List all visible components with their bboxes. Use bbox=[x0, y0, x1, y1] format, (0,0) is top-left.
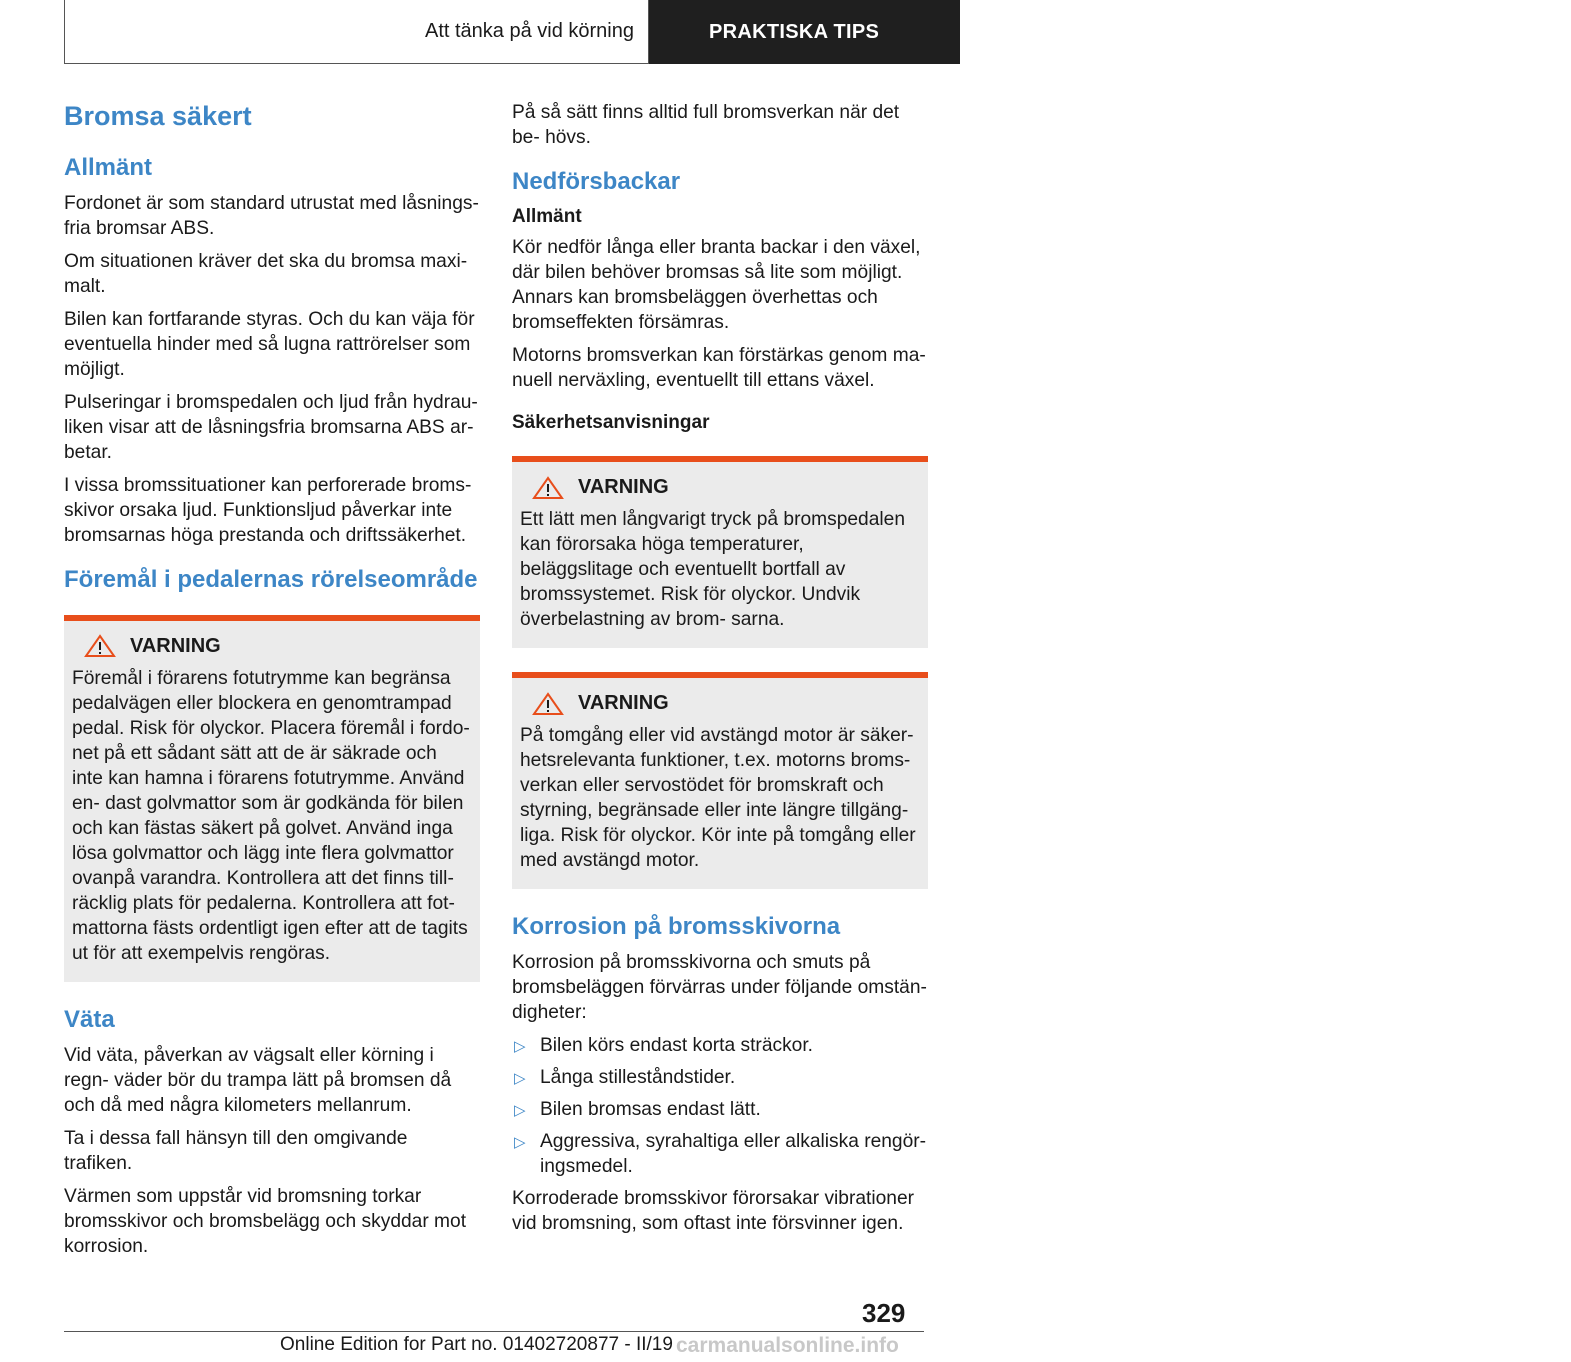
warning-label: VARNING bbox=[578, 476, 669, 499]
paragraph: Bilen kan fortfarande styras. Och du kan väja för eventuella hinder med så lugna rattrörelser som möjligt. bbox=[64, 309, 475, 381]
section-heading-nedfors: Nedförsbackar bbox=[512, 168, 681, 195]
warning-label: VARNING bbox=[578, 692, 669, 715]
warning-text: Föremål i förarens fotutrymme kan begränsa pedalvägen eller blockera en genomtrampad pedal. Risk för olyckor. Placera föremål i fordo‐ net på ett sådant sätt att de är säkrade och inte kan hamna i förarens fotutrymme. Använd en‐ dast golvmattor som är godkända för bilen och kan fästas säkert på golvet. Använd inga lösa golvmattor och lägg inte flera golvmattor ovanpå varandra. Kontrollera att det finns till‐ räcklig plats för pedalerna. Kontrollera att fot‐ mattorna fästs ordentligt igen efter att de tagits ut för att exempelvis rengöras. bbox=[72, 667, 470, 964]
paragraph: Motorns bromsverkan kan förstärkas genom ma‐ nuell nerväxling, eventuellt till ettans växel. bbox=[512, 345, 926, 392]
bullet-triangle-icon: ▷ bbox=[514, 1133, 526, 1151]
paragraph: Pulseringar i bromspedalen och ljud från hydrau‐ liken visar att de låsningsfria bromsarna ABS ar‐ betar. bbox=[64, 392, 478, 464]
paragraph: Korroderade bromsskivor förorsakar vibrationer vid bromsning, som oftast inte försvinner igen. bbox=[512, 1187, 915, 1234]
warning-triangle-icon bbox=[532, 477, 564, 499]
list-item bbox=[512, 1129, 928, 1179]
left-column bbox=[64, 100, 480, 1267]
site-watermark: carmanualsonline.info bbox=[676, 1334, 899, 1357]
chapter-title: Att tänka på vid körning bbox=[424, 20, 634, 42]
page-title: Bromsa säkert bbox=[64, 101, 252, 131]
section-heading-foremal: Föremål i pedalernas rörelseområde bbox=[64, 566, 478, 594]
list-item bbox=[512, 1065, 928, 1090]
section-tab[interactable] bbox=[649, 0, 1561, 64]
paragraph: I vissa bromssituationer kan perforerade broms‐ skivor orsaka ljud. Funktionsljud påverkar inte bromsarnas höga prestanda och driftssäkerhet. bbox=[64, 475, 472, 547]
subheading-safety: Säkerhetsanvisningar bbox=[512, 412, 710, 434]
list-item bbox=[512, 1097, 928, 1122]
warning-title bbox=[520, 692, 920, 715]
list-item-text: Långa stilleståndstider. bbox=[540, 1066, 736, 1088]
header-underline bbox=[64, 63, 648, 64]
section-tab-label: PRAKTISKA TIPS bbox=[709, 20, 880, 43]
warning-box bbox=[64, 615, 480, 982]
section-heading-vata: Väta bbox=[64, 1005, 115, 1033]
section-heading-korrosion: Korrosion på bromsskivorna bbox=[512, 913, 841, 941]
paragraph: Fordonet är som standard utrustat med låsnings‐ fria bromsar ABS. bbox=[64, 193, 479, 240]
list-item-text: Aggressiva, syrahaltiga eller alkaliska rengör‐ ingsmedel. bbox=[540, 1130, 927, 1177]
warning-box bbox=[512, 456, 928, 648]
warning-title bbox=[520, 476, 920, 499]
paragraph: Korrosion på bromsskivorna och smuts på bromsbeläggen förvärras under följande omstän‐ digheter: bbox=[512, 951, 927, 1023]
right-column bbox=[512, 100, 928, 1244]
paragraph: Ta i dessa fall hänsyn till den omgivande trafiken. bbox=[64, 1127, 408, 1174]
paragraph: Värmen som uppstår vid bromsning torkar bromsskivor och bromsbelägg och skyddar mot korrosion. bbox=[64, 1185, 467, 1257]
list-item-text: Bilen bromsas endast lätt. bbox=[540, 1098, 761, 1120]
section-heading-allmant: Allmänt bbox=[64, 154, 153, 182]
warning-text: På tomgång eller vid avstängd motor är säker‐ hetsrelevanta funktioner, t.ex. motorns broms‐ verkan eller servostödet för bromskraft och styrning, begränsade eller inte längre tillgäng‐ liga. Risk för olyckor. Kör inte på tomgång eller med avstängd motor. bbox=[520, 725, 916, 872]
warning-title bbox=[72, 635, 472, 658]
paragraph: Vid väta, påverkan av vägsalt eller körning i regn‐ väder bör du trampa lätt på bromsen då och då med några kilometers mellanrum. bbox=[64, 1044, 452, 1116]
condition-list bbox=[512, 1033, 928, 1179]
bullet-triangle-icon: ▷ bbox=[514, 1101, 526, 1119]
paragraph: Kör nedför långa eller branta backar i den växel, där bilen behöver bromsas så lite som möjligt. Annars kan bromsbeläggen överhettas och bromseffekten försämras. bbox=[512, 237, 921, 334]
paragraph: Om situationen kräver det ska du bromsa maxi‐ malt. bbox=[64, 251, 468, 298]
warning-box bbox=[512, 672, 928, 889]
bullet-triangle-icon: ▷ bbox=[514, 1037, 526, 1055]
warning-triangle-icon bbox=[532, 693, 564, 715]
list-item bbox=[512, 1033, 928, 1058]
paragraph: På så sätt finns alltid full bromsverkan när det be‐ hövs. bbox=[512, 102, 900, 148]
footer-divider bbox=[64, 1331, 924, 1332]
info-icon: i bbox=[1545, 28, 1571, 54]
warning-triangle-icon bbox=[84, 635, 116, 657]
page-number: 329 bbox=[862, 1298, 906, 1328]
list-item-text: Bilen körs endast korta sträckor. bbox=[540, 1034, 814, 1056]
warning-label: VARNING bbox=[130, 634, 221, 657]
edition-note: Online Edition for Part no. 01402720877 - II/19 bbox=[280, 1334, 673, 1355]
subheading-allmant: Allmänt bbox=[512, 205, 582, 227]
bullet-triangle-icon: ▷ bbox=[514, 1069, 526, 1087]
warning-text: Ett lätt men långvarigt tryck på bromspedalen kan förorsaka höga temperaturer, beläggslitage och eventuellt bortfall av bromssystemet. Risk för olyckor. Undvik överbelastning av brom‐ sarna. bbox=[520, 509, 906, 631]
